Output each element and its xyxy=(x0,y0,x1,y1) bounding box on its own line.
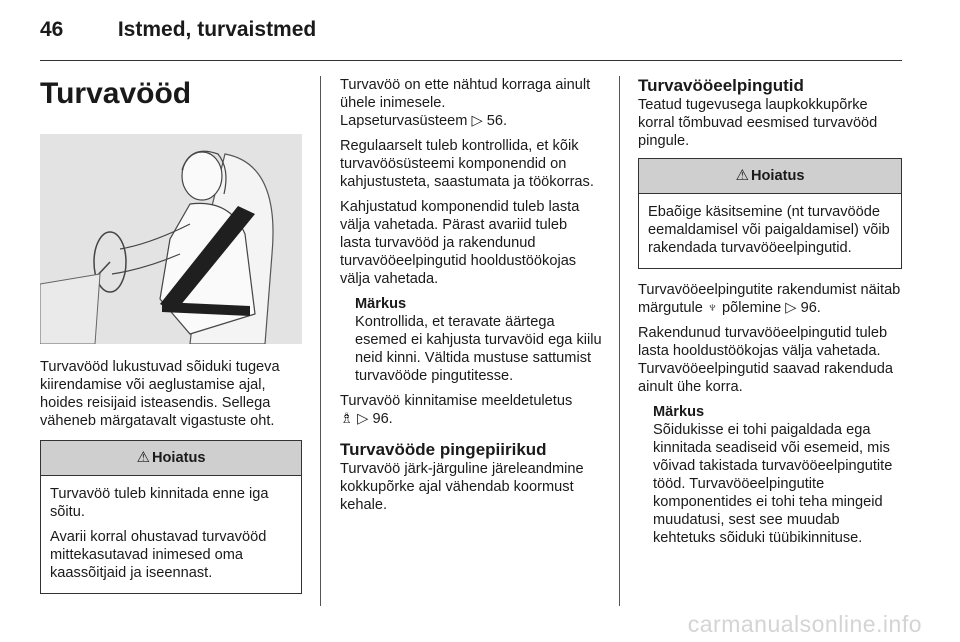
column-2 xyxy=(340,76,602,521)
page-reference[interactable]: 96. xyxy=(800,300,821,316)
seatbelt-reminder-icon: ♗ xyxy=(340,411,354,427)
ref-arrow-icon: ▷ xyxy=(357,411,369,427)
warning-text: Avarii korral ohustavad turvavööd mittekasutavad inimesed oma kaassõitjaid ja iseennast. xyxy=(50,529,267,581)
seatbelt-illustration xyxy=(40,134,302,344)
warning-body xyxy=(41,476,301,593)
note-title: Märkus xyxy=(653,404,705,420)
warning-header xyxy=(41,441,301,476)
paragraph-text: Turvavöö on ette nähtud korraga ainult ühele inimesele. xyxy=(340,77,591,111)
warning-box xyxy=(40,440,302,594)
page-number: 46 xyxy=(40,18,64,41)
warning-triangle-icon: ⚠ xyxy=(136,449,150,466)
ref-arrow-icon: ▷ xyxy=(471,113,483,129)
paragraph: Kahjustatud komponendid tuleb lasta välja vahetada. Pärast avariid tuleb lasta turvavööd ja rakendunud turvavööeelpingutid hooldustöökojas välja vahetada. xyxy=(340,199,580,287)
section-heading: Turvavööeelpingutid xyxy=(638,76,804,95)
paragraph xyxy=(340,392,602,428)
column-3 xyxy=(638,76,902,554)
warning-triangle-icon: ⚠ xyxy=(735,167,749,184)
note-block xyxy=(653,403,902,547)
warning-label: Hoiatus xyxy=(151,450,206,466)
airbag-warning-light-icon: ♆ xyxy=(706,300,718,316)
column-divider xyxy=(320,76,321,606)
intro-paragraph: Turvavööd lukustuvad sõiduki tugeva kiirendamise või aeglustamise ajal, hoides reisijaid isteasendis. Sellega väheneb märgatavalt vigastuste oht. xyxy=(40,359,280,429)
column-1 xyxy=(40,72,302,606)
paragraph-text: Turvavööeelpingutite rakendumist näitab märgutule xyxy=(638,282,901,316)
note-title: Märkus xyxy=(355,296,407,312)
page-header xyxy=(40,18,316,48)
section-heading: Turvavööde pingepiirikud xyxy=(340,440,547,459)
warning-box xyxy=(638,158,902,269)
paragraph: Turvavöö järk-järguline järeleandmine kokkupõrke ajal vähendab koormust kehale. xyxy=(340,461,584,513)
paragraph xyxy=(638,281,902,317)
warning-text: Ebaõige käsitsemine (nt turvavööde eemaldamisel või paigaldamisel) võib rakendada turvavööeelpingutid. xyxy=(648,204,890,256)
header-rule xyxy=(40,60,902,61)
page-reference[interactable]: 96. xyxy=(372,411,393,427)
section-title: Istmed, turvaistmed xyxy=(117,18,317,41)
ref-arrow-icon: ▷ xyxy=(785,300,797,316)
driver-seatbelt-drawing xyxy=(40,134,302,344)
cross-reference-link[interactable]: Lapseturvasüsteem xyxy=(340,113,468,129)
column-divider xyxy=(619,76,620,606)
note-block xyxy=(355,295,602,385)
warning-label: Hoiatus xyxy=(750,168,805,184)
paragraph-text: põlemine xyxy=(721,300,782,316)
paragraph xyxy=(340,76,602,130)
paragraph: Rakendunud turvavööeelpingutid tuleb lasta hooldustöökojas välja vahetada. Turvavööeelpingutid saavad rakenduda ainult ühe korra. xyxy=(638,325,894,395)
warning-text: Turvavöö tuleb kinnitada enne iga sõitu. xyxy=(50,486,269,520)
note-text: Sõidukisse ei tohi paigaldada ega kinnitada seadiseid või esemeid, mis võivad takistada turvavööeelpingutite tööd. Turvavööeelpingutite komponentides ei tohi teha mingeid muudatusi, sest see muudab kehtetuks sõiduki tüübikinnituse. xyxy=(653,422,893,546)
note-text: Kontrollida, et teravate äärtega esemed ei kahjusta turvavöid ega kiilu neid kinni. Vältida mustuse sattumist turvavööde pingutitesse. xyxy=(355,314,602,384)
paragraph: Teatud tugevusega laupkokkupõrke korral tõmbuvad eesmised turvavööd pingule. xyxy=(638,97,878,149)
page-reference[interactable]: 56. xyxy=(486,113,508,129)
warning-body xyxy=(639,194,901,268)
warning-header xyxy=(639,159,901,194)
paragraph: Regulaarselt tuleb kontrollida, et kõik turvavöösüsteemi komponendid on kahjustusteta, saastumata ja töökorras. xyxy=(340,138,594,190)
watermark: carmanualsonline.info xyxy=(687,611,922,637)
page-title: Turvavööd xyxy=(40,77,192,110)
paragraph-text: Turvavöö kinnitamise meeldetuletus xyxy=(340,393,573,409)
